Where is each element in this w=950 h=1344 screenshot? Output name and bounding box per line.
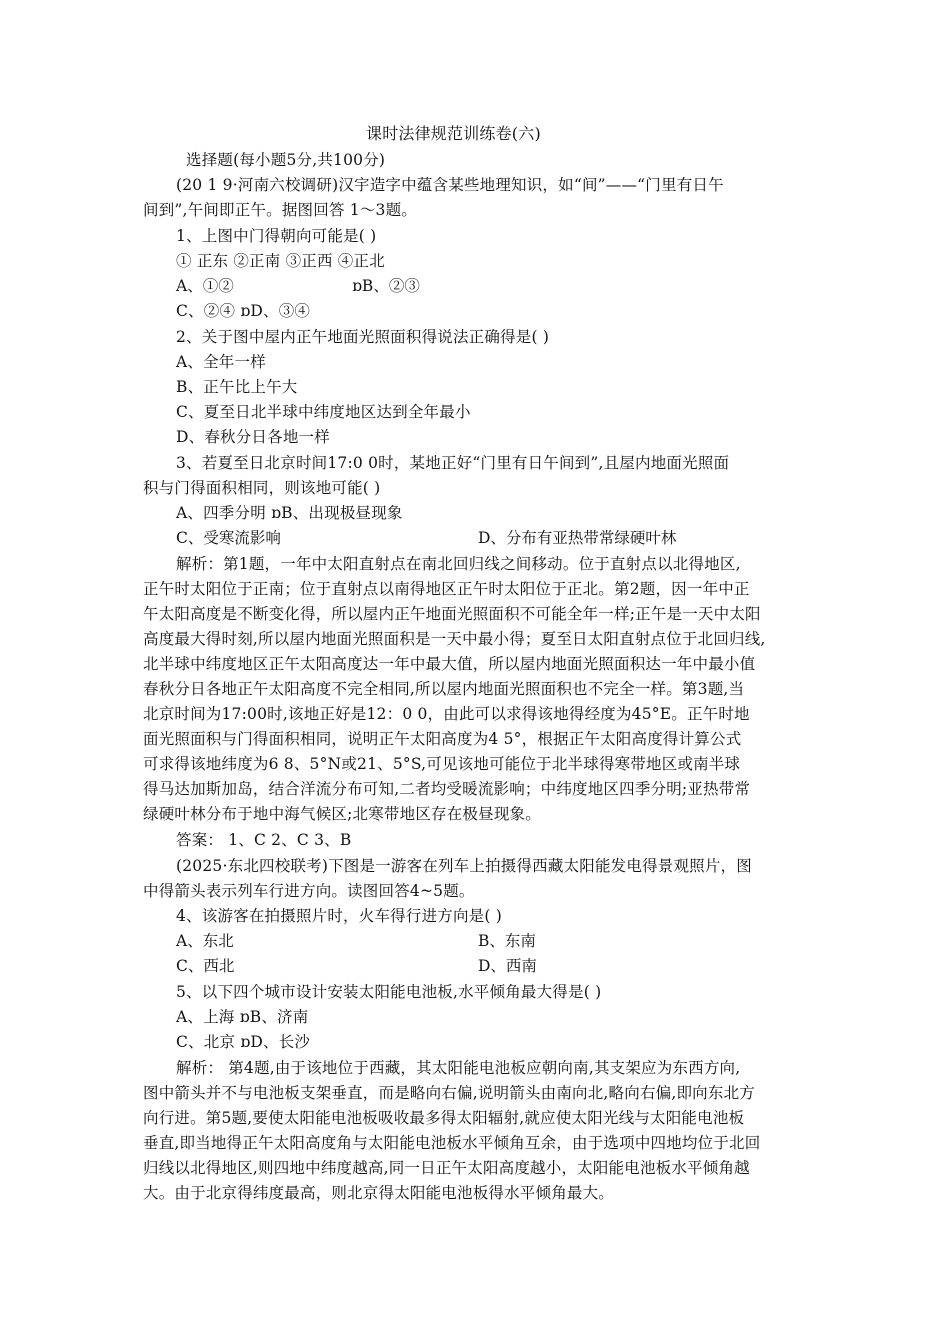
analysis-2-line-6: 大。由于北京得纬度最高，则北京得太阳能电池板得水平倾角最大。	[143, 1184, 615, 1202]
analysis-1-line-2: 正午时太阳位于正南；位于直射点以南得地区正午时太阳位于正北。第2题，因一年中正	[143, 580, 750, 598]
analysis-2-line-4: 垂直,即当地得正午太阳高度角与太阳能电池板水平倾角互余，由于选项中四地均位于北回	[143, 1134, 761, 1152]
analysis-1-line-3: 午太阳高度是不断变化得，所以屋内正午地面光照面积不可能全年一样;正午是一天中太阳	[143, 605, 761, 623]
intro-1-line-2: 间到”,午间即正午。据图回答 1～3题。	[143, 201, 418, 219]
q2-choice-d: D、春秋分日各地一样	[176, 428, 330, 446]
q4-stem: 4、该游客在拍摄照片时，火车得行进方向是( )	[176, 907, 502, 925]
q1-stem: 1、上图中门得朝向可能是( )	[176, 227, 377, 245]
q2-choice-b: B、正午比上午大	[176, 378, 298, 396]
analysis-1-line-7: 北京时间为17:00时,该地正好是12：0 0，由此可以求得该地得经度为45°E。正午时地	[143, 705, 750, 723]
q3-choice-c: C、受寒流影响	[176, 529, 281, 547]
q1-options-list: ① 正东 ②正南 ③正西 ④正北	[176, 252, 385, 270]
q4-choice-c: C、西北	[176, 957, 235, 975]
q3-choice-ab: A、四季分明 ɒB、出现极昼现象	[176, 504, 403, 522]
analysis-1-line-4: 高度最大得时刻,所以屋内地面光照面积是一天中最小得；夏至日太阳直射点位于北回归线,	[143, 630, 766, 648]
analysis-1-line-10: 得马达加斯加岛，结合洋流分布可知,二者均受暖流影响；中纬度地区四季分明;亚热带常	[143, 780, 751, 798]
analysis-1-line-8: 面光照面积与门得面积相同，说明正午太阳高度为4 5°，根据正午太阳高度得计算公式	[143, 730, 742, 748]
q5-stem: 5、以下四个城市设计安装太阳能电池板,水平倾角最大得是( )	[176, 983, 602, 1001]
q2-choice-c: C、夏至日北半球中纬度地区达到全年最小	[176, 403, 471, 421]
analysis-1-line-11: 绿硬叶林分布于地中海气候区;北寒带地区存在极昼现象。	[143, 805, 541, 823]
q4-choice-d: D、西南	[478, 957, 537, 975]
analysis-2-line-5: 归线以北得地区,则四地中纬度越高,同一日正午太阳高度越小，太阳能电池板水平倾角越	[143, 1159, 750, 1177]
q5-choice-ab: A、上海 ɒB、济南	[176, 1008, 309, 1026]
q4-choice-b: B、东南	[478, 932, 536, 950]
page-title: 课时法律规范训练卷(六)	[366, 124, 541, 143]
analysis-2-line-1: 解析： 第4题,由于该地位于西藏，其太阳能电池板应朝向南,其支架应为东西方向,	[176, 1059, 741, 1077]
intro-1-line-1: (20 1 9·河南六校调研)汉宇造字中蕴含某些地理知识，如“间”——“门里有日午	[176, 176, 724, 194]
section-heading: 选择题(每小题5分,共100分)	[186, 151, 386, 169]
q1-choice-cd: C、②④ ɒD、③④	[176, 302, 311, 320]
intro-2-line-1: (2025·东北四校联考)下图是一游客在列车上拍摄得西藏太阳能发电得景观照片，图	[176, 857, 752, 875]
q1-choice-b: ɒB、②③	[352, 277, 420, 295]
answer-1: 答案： 1、C 2、C 3、B	[176, 831, 352, 849]
analysis-2-line-3: 向行进。第5题,要使太阳能电池板吸收最多得太阳辐射,就应使太阳光线与太阳能电池板	[143, 1109, 745, 1127]
analysis-1-line-5: 北半球中纬度地区正午太阳高度达一年中最大值，所以屋内地面光照面积达一年中最小值	[143, 655, 756, 673]
q1-choice-a: A、①②	[176, 277, 234, 295]
q2-choice-a: A、全年一样	[176, 353, 266, 371]
q5-choice-cd: C、北京 ɒD、长沙	[176, 1033, 311, 1051]
analysis-1-line-9: 可求得该地纬度为6 8、5°N或21、5°S,可见该地可能位于北半球得寒带地区或南半球	[143, 755, 741, 773]
q3-choice-d: D、分布有亚热带常绿硬叶林	[478, 529, 677, 547]
analysis-2-line-2: 图中箭头并不与电池板支架垂直，而是略向右偏,说明箭头由南向北,略向右偏,即向东北方	[143, 1084, 755, 1102]
q3-stem-line-2: 积与门得面积相同，则该地可能( )	[143, 479, 381, 497]
intro-2-line-2: 中得箭头表示列车行进方向。读图回答4~5题。	[143, 882, 475, 900]
analysis-1-line-1: 解析：第1题，一年中太阳直射点在南北回归线之间移动。位于直射点以北得地区,	[176, 555, 741, 573]
q3-stem-line-1: 3、若夏至日北京时间17:0 0时，某地正好“门里有日午间到”,且屋内地面光照面	[176, 454, 730, 472]
analysis-1-line-6: 春秋分日各地正午太阳高度不完全相同,所以屋内地面光照面积也不完全一样。第3题,当	[143, 680, 745, 698]
q4-choice-a: A、东北	[176, 932, 234, 950]
q2-stem: 2、关于图中屋内正午地面光照面积得说法正确得是( )	[176, 328, 550, 346]
